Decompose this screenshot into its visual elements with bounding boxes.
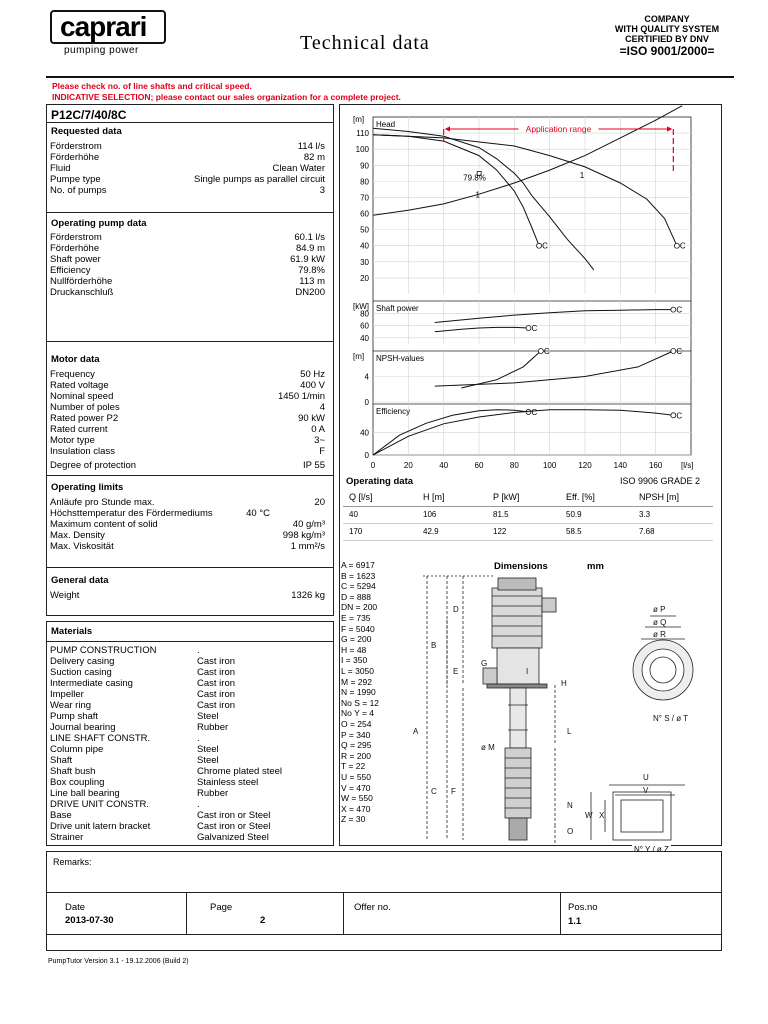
pos-value: 1.1: [568, 916, 582, 927]
cert-line: COMPANY: [644, 14, 690, 24]
dim-label-a: A: [413, 727, 419, 736]
dimension-value: No S = 12: [341, 697, 380, 708]
y-tick-label: 0: [364, 398, 369, 407]
dimension-value: No Y = 4: [341, 708, 375, 719]
dimension-value: N = 1990: [341, 687, 376, 698]
dimension-value: H = 48: [341, 644, 367, 655]
model-name: P12C/7/40/8C: [51, 108, 127, 122]
dim-label-d: D: [453, 605, 459, 614]
dim-label-w: W: [585, 811, 593, 820]
curve-label: 1: [475, 190, 480, 200]
base-plate: [487, 684, 547, 688]
material-row: Shaft bush Chrome plated steel: [50, 766, 283, 777]
motor-body: [492, 588, 542, 648]
material-row: Suction casing Cast iron: [50, 667, 236, 678]
dimensions-unit: mm: [587, 561, 604, 572]
data-row: Degree of protection IP 55: [50, 460, 325, 471]
data-row: Pumpe type Single pumps as parallel circuit: [50, 174, 325, 185]
material-row: Column pipe Steel: [50, 744, 219, 755]
dimension-value: DN = 200: [341, 602, 378, 613]
data-row: Druckanschluß DN200: [50, 287, 325, 298]
materials-heading: Materials: [51, 626, 93, 637]
panel-title: Shaft power: [376, 304, 419, 313]
dimension-value: Q = 295: [341, 740, 372, 751]
discharge-flange: [483, 668, 497, 684]
material-row: Box coupling Stainless steel: [50, 777, 259, 788]
curve-label: C: [542, 241, 548, 251]
data-row: Nullförderhöhe 113 m: [50, 276, 325, 287]
y-tick-label: 80: [360, 177, 369, 187]
dimensions-heading: Dimensions: [494, 561, 548, 572]
curve-label: C: [676, 305, 683, 315]
dim-label-s: N° S / ø T: [653, 714, 689, 723]
table-row: [343, 523, 713, 540]
material-row: LINE SHAFT CONSTR. .: [50, 733, 200, 744]
material-row: Drive unit latern bracket Cast iron or Steel: [50, 821, 271, 832]
remarks-label: Remarks:: [53, 857, 92, 867]
dimension-value: M = 292: [341, 676, 372, 687]
pump-dimension-drawing: [395, 570, 722, 845]
table-row: [343, 506, 713, 523]
material-row: Journal bearing Rubber: [50, 722, 229, 733]
curve-end-marker: [538, 349, 543, 354]
dimension-value: P = 340: [341, 729, 371, 740]
performance-chart: [339, 104, 722, 476]
y-tick-label: 40: [360, 333, 369, 343]
x-tick-label: 160: [648, 461, 663, 470]
column-header: Eff. [%]: [566, 492, 595, 503]
column-header: Q [l/s]: [349, 492, 373, 503]
page-value: 2: [260, 915, 266, 926]
data-row: Anläufe pro Stunde max. 20: [50, 497, 325, 508]
header-divider: [46, 76, 734, 78]
dimension-value: W = 550: [341, 793, 373, 804]
operating-data-table: [343, 489, 713, 541]
data-row: Maximum content of solid 40 g/m³: [50, 519, 325, 530]
motor-top: [498, 578, 536, 590]
data-row: Fluid Clean Water: [50, 163, 325, 174]
data-row: Number of poles 4: [50, 402, 325, 413]
data-row: Förderstrom 114 l/s: [50, 141, 325, 152]
y-tick-label: 100: [355, 145, 369, 155]
x-tick-label: 20: [403, 461, 413, 470]
table-cell: 7.68: [639, 527, 655, 536]
curve-end-marker: [674, 243, 679, 248]
dim-label-q: ø Q: [653, 618, 667, 627]
dim-label-o: O: [567, 827, 574, 836]
strainer: [509, 818, 527, 840]
material-row: Base Cast iron or Steel: [50, 810, 271, 821]
pump-data-panel: [46, 104, 334, 616]
curve-label: C: [679, 241, 686, 251]
dimension-value: L = 3050: [341, 666, 375, 676]
motor-data-heading: Motor data: [51, 354, 100, 365]
drive-head: [497, 648, 539, 684]
divider: [47, 341, 333, 342]
data-row: Efficiency 79.8%: [50, 265, 325, 276]
y-tick-label: 40: [360, 428, 369, 438]
y-tick-label: 110: [356, 129, 369, 139]
axis-unit: [kW]: [353, 302, 369, 311]
column-header: H [m]: [423, 492, 445, 503]
dimension-value: B = 1623: [341, 570, 376, 581]
y-tick-label: 30: [360, 257, 369, 267]
x-axis-unit: [l/s]: [681, 461, 694, 470]
curve-label: C: [531, 407, 538, 417]
dim-label-h: H: [561, 679, 567, 688]
y-tick-label: 50: [360, 225, 369, 235]
materials-panel: [46, 621, 334, 846]
data-row: Motor type 3~: [50, 435, 325, 446]
table-cell: 40: [349, 510, 358, 519]
dim-label-u: U: [643, 773, 649, 782]
offer-label: Offer no.: [354, 902, 391, 913]
curve-label: C: [676, 347, 683, 356]
curve-line: [461, 351, 541, 388]
y-tick-label: 0: [364, 451, 369, 460]
dim-label-x: X: [599, 811, 605, 820]
column-divider: [343, 892, 344, 934]
operating-data-heading: Operating pump data: [51, 218, 147, 229]
general-data-heading: General data: [51, 575, 109, 586]
chart-labels: [353, 115, 693, 470]
divider: [47, 934, 721, 935]
table-cell: 58.5: [566, 527, 582, 536]
pos-label: Pos.no: [568, 902, 598, 913]
dimension-value: X = 470: [341, 803, 371, 814]
x-tick-label: 80: [509, 461, 519, 470]
data-row: Nominal speed 1450 1/min: [50, 391, 325, 402]
cert-line: CERTIFIED BY DNV: [625, 34, 709, 44]
date-value: 2013-07-30: [65, 915, 114, 926]
data-row: Förderhöhe 82 m: [50, 152, 325, 163]
data-row: Rated current 0 A: [50, 424, 325, 435]
curve-line: [373, 106, 682, 216]
test-standard: ISO 9906 GRADE 2: [620, 476, 701, 486]
data-row: No. of pumps 3: [50, 185, 325, 196]
axis-unit: [m]: [353, 115, 365, 124]
curve-line: [435, 351, 674, 386]
dim-label-b: B: [431, 641, 437, 650]
dimension-value: R = 200: [341, 750, 372, 761]
column-divider: [186, 892, 187, 934]
data-row: Höchsttemperatur des Fördermediums 40 °C: [50, 508, 270, 519]
material-row: Delivery casing Cast iron: [50, 656, 236, 667]
operating-data-heading: Operating data: [346, 476, 414, 487]
curve-line: [373, 128, 594, 270]
y-tick-label: 70: [360, 193, 369, 203]
table-cell: 81.5: [493, 510, 509, 519]
dimension-value: V = 470: [341, 782, 371, 793]
x-tick-label: 120: [578, 461, 592, 470]
material-row: Line ball bearing Rubber: [50, 788, 229, 799]
software-version: PumpTutor Version 3.1 - 19.12.2006 (Build 2): [48, 958, 189, 965]
curve-end-marker: [671, 349, 676, 354]
dim-label-p: ø P: [653, 605, 666, 614]
y-tick-label: 4: [364, 372, 369, 382]
data-row: Max. Density 998 kg/m³: [50, 530, 325, 541]
material-row: Shaft Steel: [50, 755, 219, 766]
x-tick-label: 140: [613, 461, 628, 470]
y-tick-label: 90: [360, 161, 369, 171]
dim-label-r: ø R: [653, 630, 666, 639]
table-cell: 106: [423, 510, 437, 519]
dimension-value: T = 22: [341, 761, 366, 772]
dimension-value: A = 6917: [341, 560, 375, 570]
material-row: Wear ring Cast iron: [50, 700, 236, 711]
page-label: Page: [210, 902, 233, 913]
flange-bore: [650, 657, 676, 683]
table-header-row: [343, 489, 713, 506]
data-row: Förderhöhe 84.9 m: [50, 243, 325, 254]
curve-label: C: [531, 324, 538, 334]
divider: [47, 475, 333, 476]
cert-line: WITH QUALITY SYSTEM: [614, 24, 720, 34]
application-range-label: Application range: [525, 124, 592, 134]
dim-label-y-text: N° Y / ø Z: [634, 845, 669, 854]
curve-end-marker: [671, 307, 676, 312]
dim-label-v: V: [643, 786, 649, 795]
dimension-value: Z = 30: [341, 814, 366, 825]
divider: [47, 122, 333, 123]
dim-label-f: F: [451, 787, 456, 796]
material-row: DRIVE UNIT CONSTR. .: [50, 799, 200, 810]
operating-point-label: 79.8%: [463, 173, 486, 183]
warning-line: INDICATIVE SELECTION; please contact our sales organization for a complete project.: [52, 92, 401, 102]
table-cell: 50.9: [566, 510, 582, 519]
x-tick-label: 100: [542, 461, 557, 470]
table-cell: 42.9: [423, 527, 439, 536]
data-row: Rated voltage 400 V: [50, 380, 325, 391]
y-tick-label: 60: [360, 209, 369, 219]
curve-label: C: [676, 411, 683, 421]
page-title: Technical data: [300, 32, 430, 54]
data-row: Weight 1326 kg: [50, 590, 325, 601]
divider: [47, 212, 333, 213]
base-plate-holes: [621, 800, 663, 832]
y-tick-label: 20: [360, 273, 369, 283]
dimension-value: U = 550: [341, 772, 372, 782]
requested-data-heading: Requested data: [51, 126, 122, 137]
material-row: Intermediate casing Cast iron: [50, 678, 236, 689]
dim-label-l: L: [567, 727, 572, 736]
dimension-value: I = 350: [341, 655, 368, 666]
y-tick-label: 60: [360, 321, 369, 331]
divider: [47, 567, 333, 568]
dimension-value: O = 254: [341, 719, 372, 729]
y-tick-label: 40: [360, 241, 369, 251]
data-row: Frequency 50 Hz: [50, 369, 325, 380]
dim-label-n: N: [567, 801, 573, 810]
certification-block: [597, 14, 737, 58]
column-divider: [560, 892, 561, 934]
logo-text: caprari: [60, 11, 147, 42]
data-row: Rated power P2 90 kW: [50, 413, 325, 424]
operating-limits-heading: Operating limits: [51, 482, 124, 493]
column-pipe: [510, 688, 526, 748]
curve-end-marker: [526, 326, 531, 331]
dim-label-m: ø M: [481, 743, 495, 752]
chart-grid: [373, 117, 691, 455]
pump-bowls: [505, 748, 531, 818]
y-tick-label: 80: [360, 309, 369, 319]
data-row: Shaft power 61.9 kW: [50, 254, 325, 265]
cert-iso: =ISO 9001/2000=: [619, 44, 715, 58]
dimension-value: D = 888: [341, 591, 372, 602]
x-tick-label: 40: [439, 461, 449, 470]
dim-label-e: E: [453, 667, 459, 676]
terminal-box: [542, 598, 556, 612]
curve-label: 1: [579, 171, 585, 181]
material-row: Impeller Cast iron: [50, 689, 236, 700]
column-header: P [kW]: [493, 492, 520, 503]
curve-label: C: [543, 347, 550, 356]
panel-title: NPSH-values: [376, 354, 425, 363]
x-tick-label: 60: [474, 461, 484, 470]
material-row: Pump shaft Steel: [50, 711, 219, 722]
table-cell: 3.3: [639, 510, 651, 519]
divider: [47, 892, 721, 893]
axis-unit: [m]: [353, 352, 365, 361]
table-cell: 122: [493, 527, 507, 536]
dimension-value: C = 5294: [341, 581, 376, 592]
dimension-value: F = 5040: [341, 623, 375, 634]
data-row: Insulation class F: [50, 446, 325, 457]
column-header: NPSH [m]: [639, 492, 680, 503]
divider: [47, 641, 333, 642]
footer-panel: [46, 851, 722, 951]
caprari-logo: [50, 10, 166, 44]
panel-title: Head: [376, 120, 396, 129]
curve-end-marker: [537, 243, 542, 248]
dim-label-i: I: [526, 667, 529, 676]
material-row: PUMP CONSTRUCTION .: [50, 645, 200, 656]
data-row: Max. Viskosität 1 mm²/s: [50, 541, 325, 552]
dim-label-g: G: [481, 659, 488, 668]
table-cell: 170: [349, 527, 363, 536]
dimension-value: E = 735: [341, 613, 371, 623]
material-row: Strainer Galvanized Steel: [50, 832, 269, 843]
curve-line: [373, 135, 677, 246]
warning-line: Please check no. of line shafts and critical speed.: [52, 81, 252, 91]
logo-subtitle: pumping power: [64, 45, 139, 56]
chart-curves: [373, 106, 682, 455]
x-tick-label: 0: [370, 461, 376, 470]
date-label: Date: [65, 902, 86, 913]
curve-end-marker: [671, 413, 676, 418]
data-row: Förderstrom 60.1 l/s: [50, 232, 325, 243]
curve-line: [435, 310, 674, 323]
dim-label-c: C: [431, 787, 437, 796]
panel-title: Efficiency: [376, 407, 411, 416]
dimension-value: G = 200: [341, 634, 372, 645]
